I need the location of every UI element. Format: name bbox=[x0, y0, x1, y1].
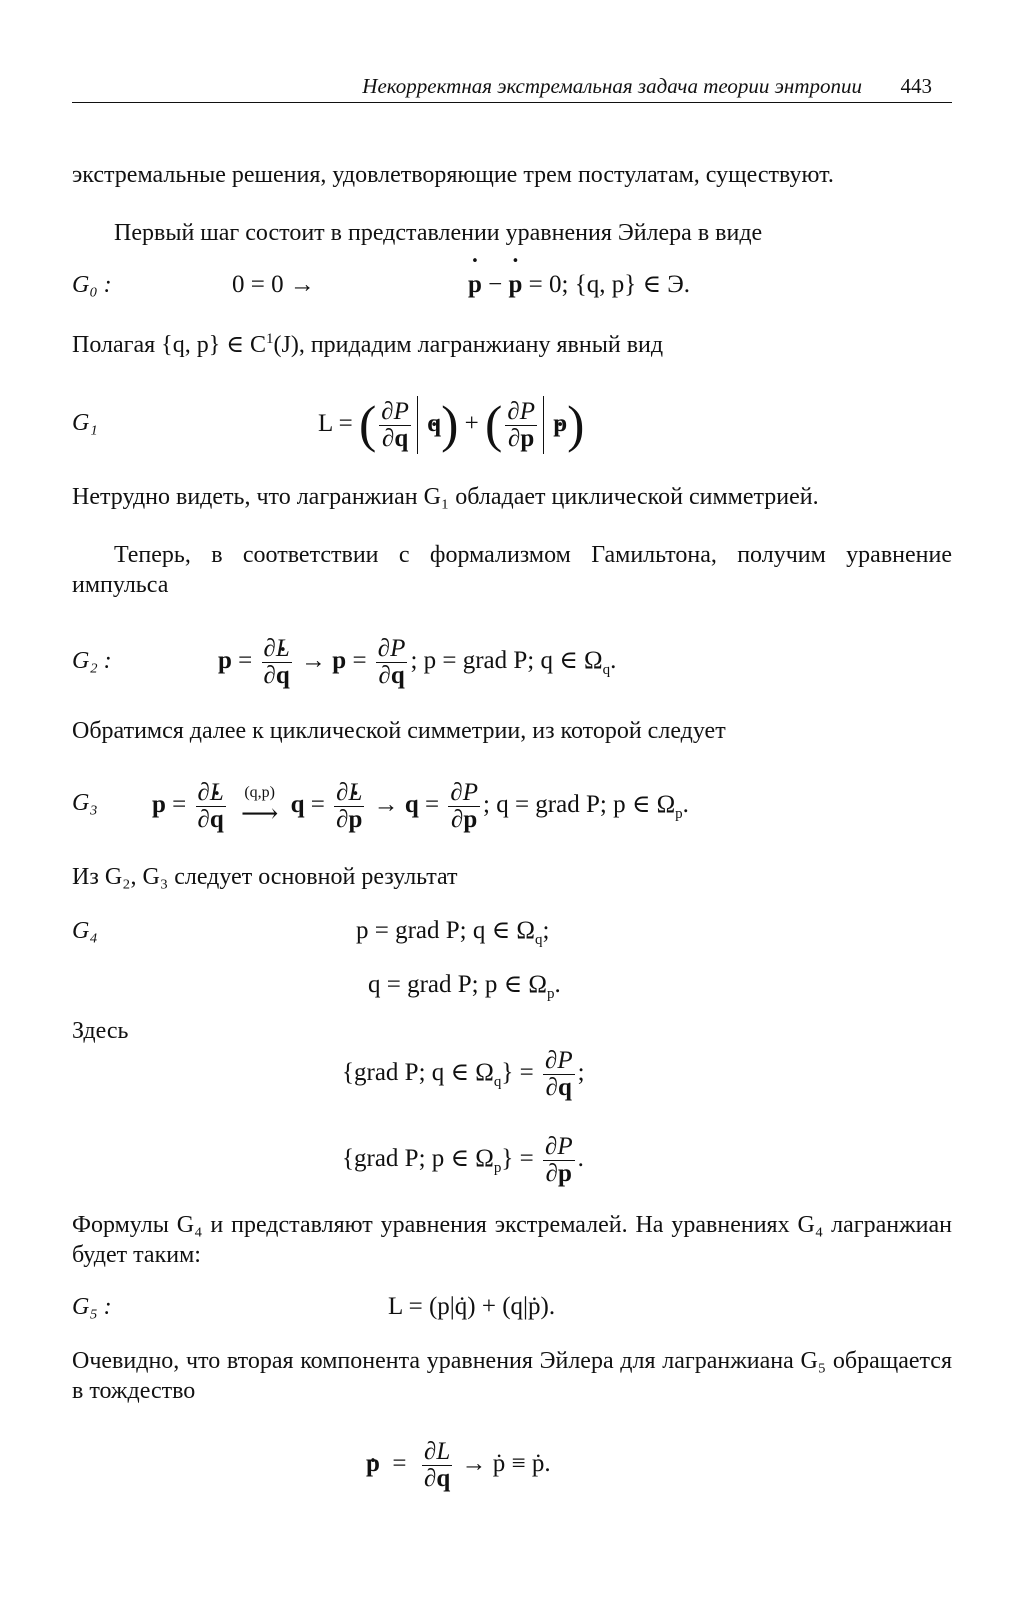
paragraph-3 bbox=[72, 330, 952, 360]
equation-g3-overset: (q,p) bbox=[244, 784, 275, 802]
equation-g3-tail: ; q = grad P; p ∈ Ω bbox=[483, 791, 676, 818]
equation-g4-line2: q = grad P; p ∈ $\Omega_p$. bbox=[368, 971, 561, 1002]
equation-g2-tail: ; p = grad P; q ∈ Ω bbox=[410, 647, 603, 674]
label-g1: G₁ bbox=[72, 410, 98, 436]
running-header bbox=[72, 70, 952, 103]
label-g4: G₄ bbox=[72, 918, 98, 944]
equation-g4-line1: p = grad P; q ∈ $\Omega_q$; bbox=[356, 917, 550, 948]
equation-here-line2: {grad P; p ∈ $\Omega_p$} = $\frac{\partial P}{\partial p}$ . bbox=[342, 1132, 584, 1187]
equation-g3: p = $\frac{\partial L}{\partial q}$ ˙ (q,p) ⟶ q = $\frac{\partial L}{\partial p}$ ˙ → q = $\frac{\partial P}{\partial p}$ ; q = grad P; p ∈ $\Omega_p$. bbox=[152, 770, 689, 840]
frac-dP-dq: $\frac{\partial P}{\partial q}$ bbox=[381, 397, 409, 452]
equation-g3-sub: p bbox=[675, 806, 683, 822]
paragraph-4: Нетрудно видеть, что лагранжиан G₁ обладает циклической симметрией. bbox=[72, 484, 819, 510]
paragraph-6: Обратимся далее к циклической симметрии, из которой следует bbox=[72, 718, 726, 744]
running-title: Некорректная экстремальная задача теории энтропии bbox=[362, 74, 862, 98]
paragraph-8: Здесь bbox=[72, 1018, 129, 1044]
label-g3: G₃ bbox=[72, 790, 98, 816]
paragraph-10: Очевидно, что вторая компонента уравнения Эйлера для лагранжиана G₅ обращается в тождество bbox=[72, 1348, 952, 1404]
paragraph-5: Теперь, в соответствии с формализмом Гамильтона, получим уравнение импульса bbox=[72, 542, 952, 598]
equation-g2: p = $\frac{\partial L}{\partial q}$ ˙ → p = $\frac{\partial P}{\partial q}$ ; p = grad P; q ∈ $\Omega_q$. bbox=[218, 626, 616, 696]
equation-g0-left: 0 = 0 → bbox=[232, 271, 315, 298]
equation-g0-right-tail: = 0; {q, p} ∈ Э. bbox=[528, 271, 690, 298]
equation-g2-sub: q bbox=[602, 662, 611, 678]
paragraph-9: Формулы G₄ и представляют уравнения экстремалей. На уравнениях G₄ лагранжиан будет таким: bbox=[72, 1212, 952, 1268]
equation-here-line1: {grad P; q ∈ $\Omega_q$} = $\frac{\partial P}{\partial q}$ ; bbox=[342, 1046, 585, 1101]
label-g0: G₀ : bbox=[72, 272, 112, 298]
paragraph-2: Первый шаг состоит в представлении уравнения Эйлера в виде bbox=[114, 220, 763, 246]
frac-dP-dp: $\frac{\partial P}{\partial p}$ bbox=[507, 397, 535, 452]
paragraph-1: экстремальные решения, удовлетворяющие трем постулатам, существуют. bbox=[72, 162, 834, 188]
label-g5: G₅ : bbox=[72, 1294, 112, 1320]
equation-final: p ˙ = $\frac{\partial L}{\partial q}$ → ṗ ≡ ṗ. bbox=[366, 1428, 551, 1500]
equation-g5: L = (p|q̇) + (q|ṗ). bbox=[388, 1293, 556, 1320]
equation-g1: L = ( $\frac{\partial P}{\partial q}$ q ˙) + ( $\frac{\partial P}{\partial p}$ p ˙) bbox=[318, 384, 584, 464]
equation-final-tail: → ṗ ≡ ṗ. bbox=[461, 1450, 551, 1477]
paragraph-3-end: (J), придадим лагранжиану явный вид bbox=[273, 332, 664, 358]
equation-g1-prefix: L = bbox=[318, 410, 353, 437]
paragraph-3-superscript: 1 bbox=[266, 331, 274, 347]
page-number: 443 bbox=[900, 74, 932, 98]
paragraph-7: Из G₂, G₃ следует основной результат bbox=[72, 864, 458, 890]
paragraph-3-start: Полагая {q, p} ∈ C bbox=[72, 332, 266, 358]
label-g2: G₂ : bbox=[72, 648, 112, 674]
equation-g0-right: p ˙ − p ˙ = 0; {q, p} ∈ Э. bbox=[468, 270, 690, 300]
